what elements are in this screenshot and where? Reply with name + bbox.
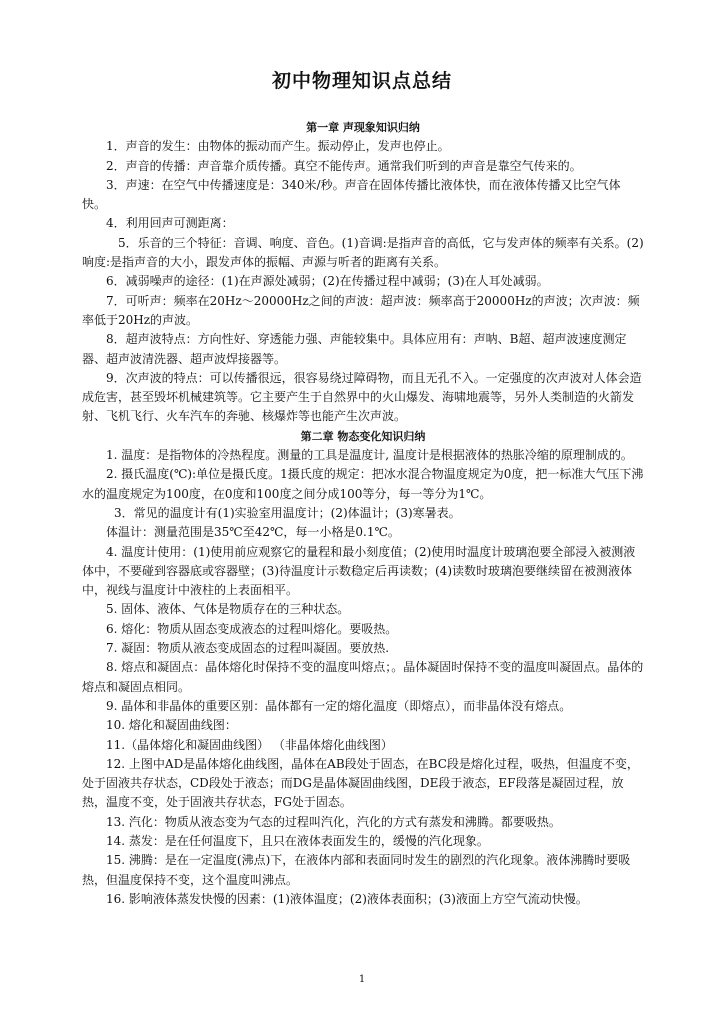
paragraph: 15. 沸腾：是在一定温度(沸点)下，在液体内部和表面同时发生的剧烈的汽化现象。液体沸腾时要吸热，但温度保持不变，这个温度叫沸点。 [82, 853, 631, 887]
paragraph: 12. 上图中AD是晶体熔化曲线图，晶体在AB段处于固态，在BC段是熔化过程，吸热，但温度不变，处于固液共存状态，CD段处于液态；而DG是晶体凝固曲线图，DE段于液态，EF段落是凝固过程，放热，温度不变，处于固液共存状态，FG处于固态。 [82, 756, 639, 810]
paragraph: 1．声音的发生：由物体的振动而产生。振动停止，发声也停止。 [106, 139, 450, 154]
paragraph: 10. 熔化和凝固曲线图： [106, 718, 237, 733]
paragraph: 5. 固体、液体、气体是物质存在的三种状态。 [106, 602, 350, 617]
paragraph: 2．声音的传播：声音靠介质传播。真空不能传声。通常我们听到的声音是靠空气传来的。 [106, 158, 582, 173]
document-title: 初中物理知识点总结 [271, 70, 452, 92]
paragraph: 9．次声波的特点：可以传播很远，很容易绕过障碍物，而且无孔不入。一定强度的次声波对人体会造成危害，甚至毁坏机械建筑等。它主要产生于自然界中的火山爆发、海啸地震等，另外人类制造的火箭发射、飞机飞行、火车汽车的奔驰、核爆炸等也能产生次声波。 [82, 370, 642, 424]
paragraph: 8．超声波特点：方向性好、穿透能力强、声能较集中。具体应用有：声呐、B超、超声波速度测定器、超声波清洗器、超声波焊接器等。 [82, 332, 627, 366]
paragraph: 体温计：测量范围是35℃至42℃，每一小格是0.1℃。 [106, 525, 400, 540]
paragraph: 2. 摄氏温度(℃):单位是摄氏度。1摄氏度的规定：把冰水混合物温度规定为0度，把一标准大气压下沸水的温度规定为100度，在0度和100度之间分成100等分，每一等分为1℃。 [82, 467, 644, 501]
paragraph: 7. 凝固：物质从液态变成固态的过程叫凝固。要放热. [106, 641, 390, 656]
paragraph: 4．利用回声可测距离： [106, 216, 234, 231]
paragraph: 11.（晶体熔化和凝固曲线图） （非晶体熔化曲线图） [106, 737, 393, 752]
paragraph: 9. 晶体和非晶体的重要区别：晶体都有一定的熔化温度（即熔点），而非晶体没有熔点。 [106, 698, 572, 713]
page-number: 1 [358, 974, 366, 985]
paragraph: 6．减弱噪声的途径：(1)在声源处减弱；(2)在传播过程中减弱；(3)在人耳处减弱。 [106, 274, 549, 289]
paragraph: 16. 影响液体蒸发快慢的因素：(1)液体温度；(2)液体表面积；(3)液面上方空气流动快慢。 [106, 891, 588, 906]
paragraph: 8. 熔点和凝固点：晶体熔化时保持不变的温度叫熔点；。晶体凝固时保持不变的温度叫凝固点。晶体的熔点和凝固点相同。 [82, 660, 644, 694]
paragraph: 1. 温度：是指物体的冷热程度。测量的工具是温度计, 温度计是根据液体的热胀冷缩的原理制成的。 [106, 448, 633, 463]
chapter-heading: 第二章 物态变化知识归纳 [300, 429, 426, 443]
paragraph: 7．可听声：频率在20Hz～20000Hz之间的声波：超声波：频率高于20000Hz的声波；次声波：频率低于20Hz的声波。 [82, 293, 640, 327]
paragraph: 4. 温度计使用：(1)使用前应观察它的量程和最小刻度值；(2)使用时温度计玻璃泡要全部浸入被测液体中，不要碰到容器底或容器壁；(3)待温度计示数稳定后再读数；(4)读数时玻璃泡要继续留在被测液体中，视线与温度计中液柱的上表面相平。 [82, 544, 636, 598]
paragraph: 3．声速：在空气中传播速度是：340米/秒。声音在固体传播比液体快，而在液体传播又比空气体快。 [82, 177, 621, 212]
paragraph: 3．常见的温度计有(1)实验室用温度计；(2)体温计；(3)寒暑表。 [114, 505, 461, 520]
paragraph: 14. 蒸发：是在任何温度下，且只在液体表面发生的，缓慢的汽化现象。 [106, 833, 489, 848]
paragraph: 6. 熔化：物质从固态变成液态的过程叫熔化。要吸热。 [106, 621, 398, 636]
document-body [82, 118, 644, 909]
paragraph: 13. 汽化：物质从液态变为气态的过程叫汽化，汽化的方式有蒸发和沸腾。都要吸热。 [106, 814, 561, 829]
paragraph: 5．乐音的三个特征：音调、响度、音色。(1)音调:是指声音的高低，它与发声体的频率有关系。(2)响度:是指声音的大小，跟发声体的振幅、声源与听者的距离有关系。 [82, 235, 644, 270]
chapter-heading: 第一章 声现象知识归纳 [306, 121, 420, 134]
